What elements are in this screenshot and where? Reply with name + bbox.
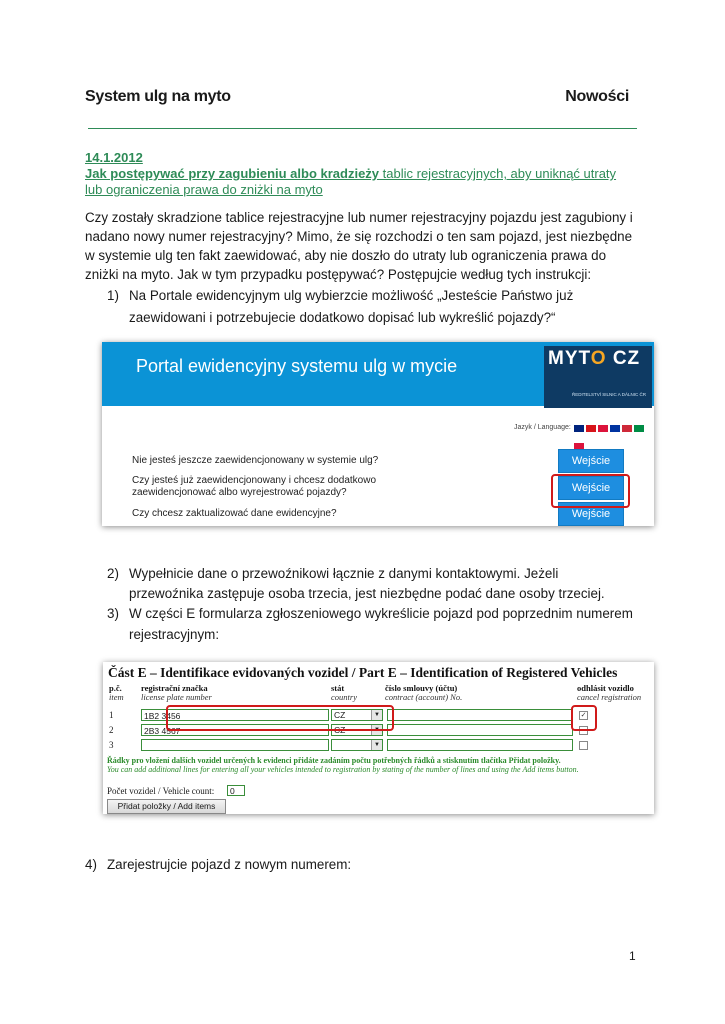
plate-input[interactable]: 2B3 4567 <box>141 724 329 736</box>
chevron-down-icon: ▼ <box>371 710 382 720</box>
vehicle-count-input[interactable]: 0 <box>227 785 245 796</box>
step-line: Wypełnicie dane o przewoźnikowi łącznie z danymi kontaktowymi. Jeżeli <box>129 566 559 581</box>
subtitle-bold: Jak postępywać przy zagubieniu albo kradzieży <box>85 166 380 181</box>
highlight-box-plate <box>166 705 394 731</box>
add-items-button[interactable]: Přidat položky / Add items <box>107 799 226 814</box>
col-contract-header: číslo smlouvy (účtu) contract (account) No. <box>385 683 463 702</box>
step-line: Na Portale ewidencyjnym ulg wybierzcie możliwość „Jesteście Państwo już <box>129 288 574 303</box>
question-add-vehicles: Czy jesteś już zaewidencjonowany i chcesz dodatkowo <box>132 475 377 486</box>
step-line: zaewidowani i potrzebujecie dodatkowo dopisać lub wykreślić pojazdy?“ <box>129 310 556 325</box>
step-line: rejestracyjnym: <box>129 627 220 642</box>
col-country-header: stát country <box>331 683 357 702</box>
add-lines-note-cz: Řádky pro vložení dalších vozidel určených k evidenci přidáte zadáním počtu potřebných řádků a stisknutím tlačítka Přidat položky. <box>107 756 561 765</box>
question-update: Czy chcesz zaktualizować dane ewidencyjne? <box>132 508 337 519</box>
col-cancel-header: odhlásit vozidlo cancel registration <box>577 683 642 702</box>
col-item-header: p.č. item <box>109 683 124 702</box>
language-label: Jazyk / Language: <box>514 424 571 431</box>
intro-paragraph: Czy zostały skradzione tablice rejestracyjne lub numer rejestracyjny pojazdu jest zagubiony i nadano nowy numer rejestracyjny? Mimo, że się rozchodzi o ten sam pojazd, jest niezbędne w systemie ulg ten fakt zaewidować, aby nie doszło do utraty lub ograniczenia prawa do zniżki na myto. Jak w tym przypadku postępywać? Postępujcie według tych instrukcji: <box>85 210 633 282</box>
step-number: 4) <box>85 857 97 872</box>
cancel-checkbox[interactable]: ✓ <box>580 711 587 719</box>
language-flag-icon[interactable] <box>622 425 632 432</box>
portal-screenshot <box>102 342 654 526</box>
language-flag-icon[interactable] <box>574 425 584 432</box>
language-flag-icon[interactable] <box>634 425 644 432</box>
form-part-e-title: Část E – Identifikace evidovaných vozidel / Part E – Identification of Registered Vehicles <box>108 665 618 680</box>
row-number: 1 <box>109 710 114 720</box>
enter-button-update[interactable]: Wejście <box>558 502 624 526</box>
cancel-checkbox[interactable] <box>579 741 588 750</box>
country-select[interactable]: CZ ▼ <box>331 724 383 736</box>
step-line: przewoźnika zastępuje osoba trzecia, jest niezbędne podać dane osoby trzeciej. <box>129 586 605 601</box>
contract-input[interactable] <box>387 709 573 721</box>
row-number: 2 <box>109 725 114 735</box>
step-number: 2) <box>107 566 119 581</box>
myto-logo <box>544 346 652 408</box>
header-section: Nowości <box>565 88 629 105</box>
chevron-down-icon: ▼ <box>371 725 382 735</box>
plate-input[interactable] <box>141 739 329 751</box>
plate-input[interactable]: 1B2 3456 <box>141 709 329 721</box>
header-title: System ulg na myto <box>85 88 231 105</box>
enter-button-vehicles[interactable]: Wejście <box>558 476 624 500</box>
myto-logo-text: MYTO CZ <box>548 348 641 369</box>
language-flag-icon[interactable] <box>586 425 596 432</box>
step-number: 1) <box>107 288 119 303</box>
vehicle-count-label: Počet vozidel / Vehicle count: <box>107 786 215 796</box>
language-flag-icon[interactable] <box>610 425 620 432</box>
subtitle-rest: tablic rejestracyjnych, aby uniknąć utraty lub ograniczenia prawa do zniżki na myto <box>85 166 617 197</box>
contract-input[interactable] <box>387 739 573 751</box>
country-select[interactable]: CZ ▼ <box>331 709 383 721</box>
chevron-down-icon: ▼ <box>371 740 382 750</box>
step-line: W części E formularza zgłoszeniowego wykreślicie pojazd pod poprzednim numerem <box>129 606 633 621</box>
header-rule <box>88 128 637 129</box>
article-date[interactable]: 14.1.2012 <box>85 150 143 165</box>
question-add-vehicles-2: zaewidencjonować albo wyrejestrować pojazdy? <box>132 487 347 498</box>
form-screenshot <box>103 662 654 814</box>
myto-logo-subtitle: ŘEDITELSTVÍ SILNIC A DÁLNIC ČR <box>572 392 647 397</box>
enter-button-new[interactable]: Wejście <box>558 449 624 473</box>
row-number: 3 <box>109 740 114 750</box>
article-subtitle[interactable] <box>85 166 625 198</box>
col-plate-header: registrační značka license plate number <box>141 683 212 702</box>
portal-title: Portal ewidencyjny systemu ulg w mycie <box>136 356 458 376</box>
highlight-box-checkbox <box>571 705 597 731</box>
country-select[interactable] <box>331 739 383 751</box>
step-number: 3) <box>107 606 119 621</box>
highlight-box <box>551 474 630 508</box>
question-not-registered: Nie jesteś jeszcze zaewidencjonowany w systemie ulg? <box>132 455 379 466</box>
add-lines-note-en: You can add additional lines for entering all your vehicles intended to registration by stating of the number of lines and using the Add items button. <box>107 765 579 774</box>
page-number: 1 <box>629 949 636 963</box>
language-flag-icon[interactable] <box>598 425 608 432</box>
contract-input[interactable] <box>387 724 573 736</box>
step-line: Zarejestrujcie pojazd z nowym numerem: <box>107 857 352 872</box>
